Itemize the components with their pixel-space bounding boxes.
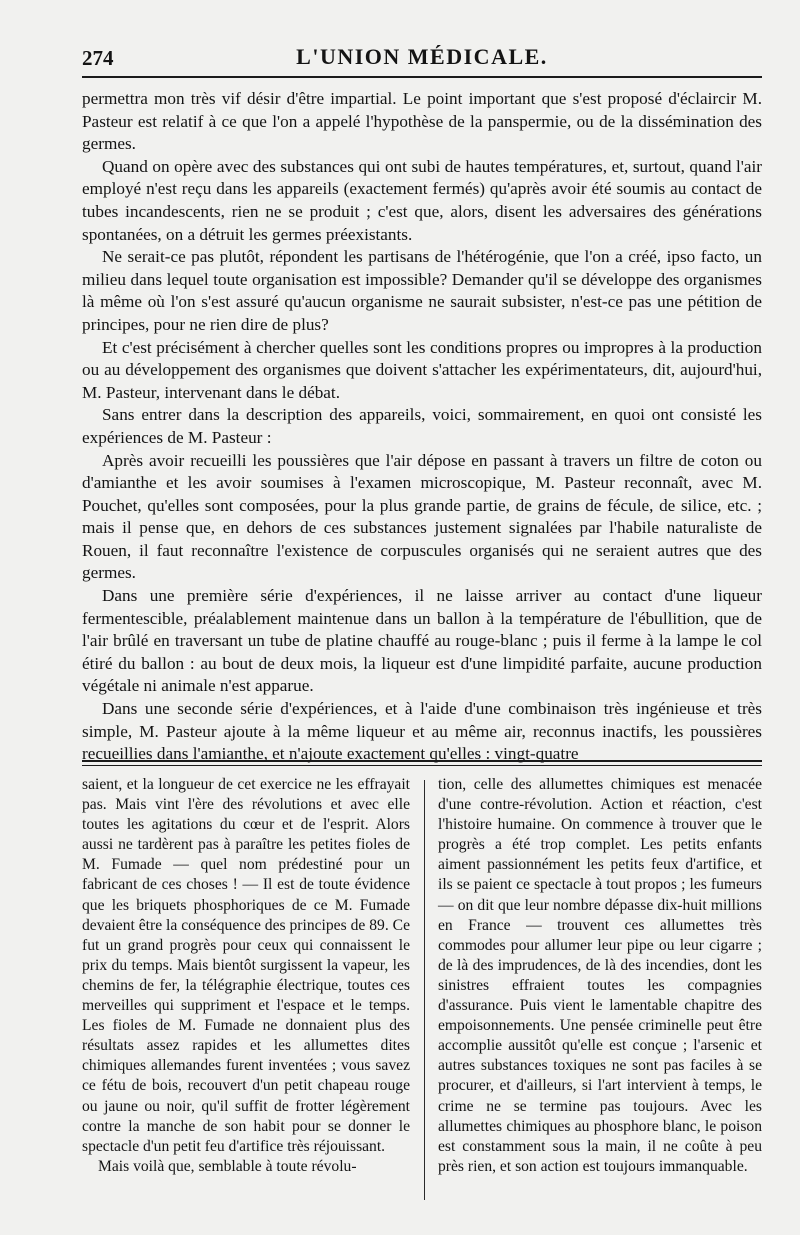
paragraph: Dans une seconde série d'expériences, et à l'aide d'une combinaison très ingénieuse et très simple, M. Pasteur ajoute à la même liqueur et au même air, reconnus inactifs, les poussières recueillies dans l'amianthe, et n'ajoute exactement qu'elles : vingt-quatre — [82, 699, 762, 764]
paragraph: Mais voilà que, semblable à toute révolu- — [98, 1157, 357, 1175]
running-title: L'UNION MÉDICALE. — [296, 44, 548, 69]
column-separator — [424, 780, 425, 1200]
feuilleton-rule-thick — [82, 760, 762, 762]
feuilleton-column-right — [438, 775, 762, 1177]
page-number: 274 — [82, 46, 114, 70]
main-text-column — [82, 88, 762, 766]
feuilleton-rule-thin — [82, 765, 762, 766]
feuilleton-column-left — [82, 775, 410, 1177]
paragraph: Sans entrer dans la description des appareils, voici, sommairement, en quoi ont consisté les expériences de M. Pasteur : — [82, 405, 762, 447]
paragraph: tion, celle des allumettes chimiques est menacée d'une contre-révolution. Action et réaction, c'est l'histoire humaine. On commence à trouver que le progrès a été trop complet. Les petits enfants aiment passionnément les petits feux d'artifice, et ils se paient ce spectacle à tout propos ; les fumeurs — on dit que leur nombre dépasse dix-huit millions en France — trouvent ces allumettes très commodes pour allumer leur pipe ou leur cigarre ; de là des imprudences, de là des incendies, dont les sinistres effraient toutes les compagnies d'assurance. Puis vient le lamentable chapitre des empoisonnements. Une pensée criminelle peut être accomplie aussitôt qu'elle est conçue ; l'arsenic et autres substances toxiques ne sont pas faciles à se procurer, et d'ailleurs, si l'art intervient à temps, le crime ne se termine pas toujours. Avec les allumettes chimiques au phosphore blanc, le poison est constamment sous la main, il ne coûte à peu près rien, et son action est toujours immanquable. — [438, 776, 762, 1175]
paragraph: permettra mon très vif désir d'être impartial. Le point important que s'est proposé d'éclaircir M. Pasteur est relatif à ce que l'on a appelé l'hypothèse de la panspermie, ou de la dissémination des germes. — [82, 89, 762, 154]
paragraph: Et c'est précisément à chercher quelles sont les conditions propres ou impropres à la production ou au développement des organismes que doivent s'attacher les expérimentateurs, dit, aujourd'hui, M. Pasteur, intervenant dans le débat. — [82, 337, 762, 402]
paragraph: saient, et la longueur de cet exercice ne les effrayait pas. Mais vint l'ère des révolutions et avec elle toutes les agitations du cœur et de l'esprit. Alors aussi ne tardèrent pas à paraître les petites fioles de M. Fumade — quel nom prédestiné pour un fabricant de ces choses ! — Il est de toute évidence que les briquets phosphoriques de ce M. Fumade devaient être la conséquence des principes de 89. Ce fut un grand progrès pour ceux qui connaissent le prix du temps. Mais bientôt surgissent la vapeur, les chemins de fer, la télégraphie électrique, toutes ces merveilles qui suppriment et l'espace et le temps. Les fioles de M. Fumade ne donnaient plus des résultats assez rapides et les allumettes dites chimiques allemandes furent inventées ; vous savez ce fétu de bois, recouvert d'un petit chapeau rouge ou jaune ou noir, qu'il suffit de frotter légèrement contre la manche de son habit pour se donner le spectacle d'un petit feu d'artifice très réjouissant. — [82, 776, 410, 1155]
paragraph: Quand on opère avec des substances qui ont subi de hautes températures, et, surtout, quand l'air employé n'est reçu dans les appareils (exactement fermés) qu'après avoir été soumis au contact de tubes incandescents, rien ne se produit ; c'est que, alors, disent les adversaires des générations spontanées, on a détruit les germes préexistants. — [82, 156, 762, 244]
paragraph: Après avoir recueilli les poussières que l'air dépose en passant à travers un filtre de coton ou d'amianthe et les avoir soumises à l'examen microscopique, M. Pasteur reconnaît, avec M. Pouchet, qu'elles sont composées, pour la plus grande partie, de grains de fécule, de silice, etc. ; mais il pense que, en dehors de ces substances justement signalées par l'habile naturaliste de Rouen, il faut reconnaître l'existence de corpuscules organisés qui ne seraient autres que des germes. — [82, 450, 762, 583]
page-header — [82, 42, 762, 78]
paragraph: Ne serait-ce pas plutôt, répondent les partisans de l'hétérogénie, que l'on a créé, ipso facto, un milieu dans lequel toute organisation est impossible? Demander qu'il se développe des organismes là même où l'on s'est assuré qu'aucun organisme ne saurait subsister, n'est-ce pas une pétition de principes, pour ne rien dire de plus? — [82, 247, 762, 334]
paragraph: Dans une première série d'expériences, il ne laisse arriver au contact d'une liqueur fermentescible, préalablement maintenue dans un ballon à la température de l'ébullition, que de l'air brûlé en traversant un tube de platine chauffé au rouge-blanc ; puis il ferme à la lampe le col étiré du ballon : au bout de deux mois, la liqueur est d'une limpidité parfaite, aucune production végétale ni animale n'est apparue. — [82, 586, 762, 696]
